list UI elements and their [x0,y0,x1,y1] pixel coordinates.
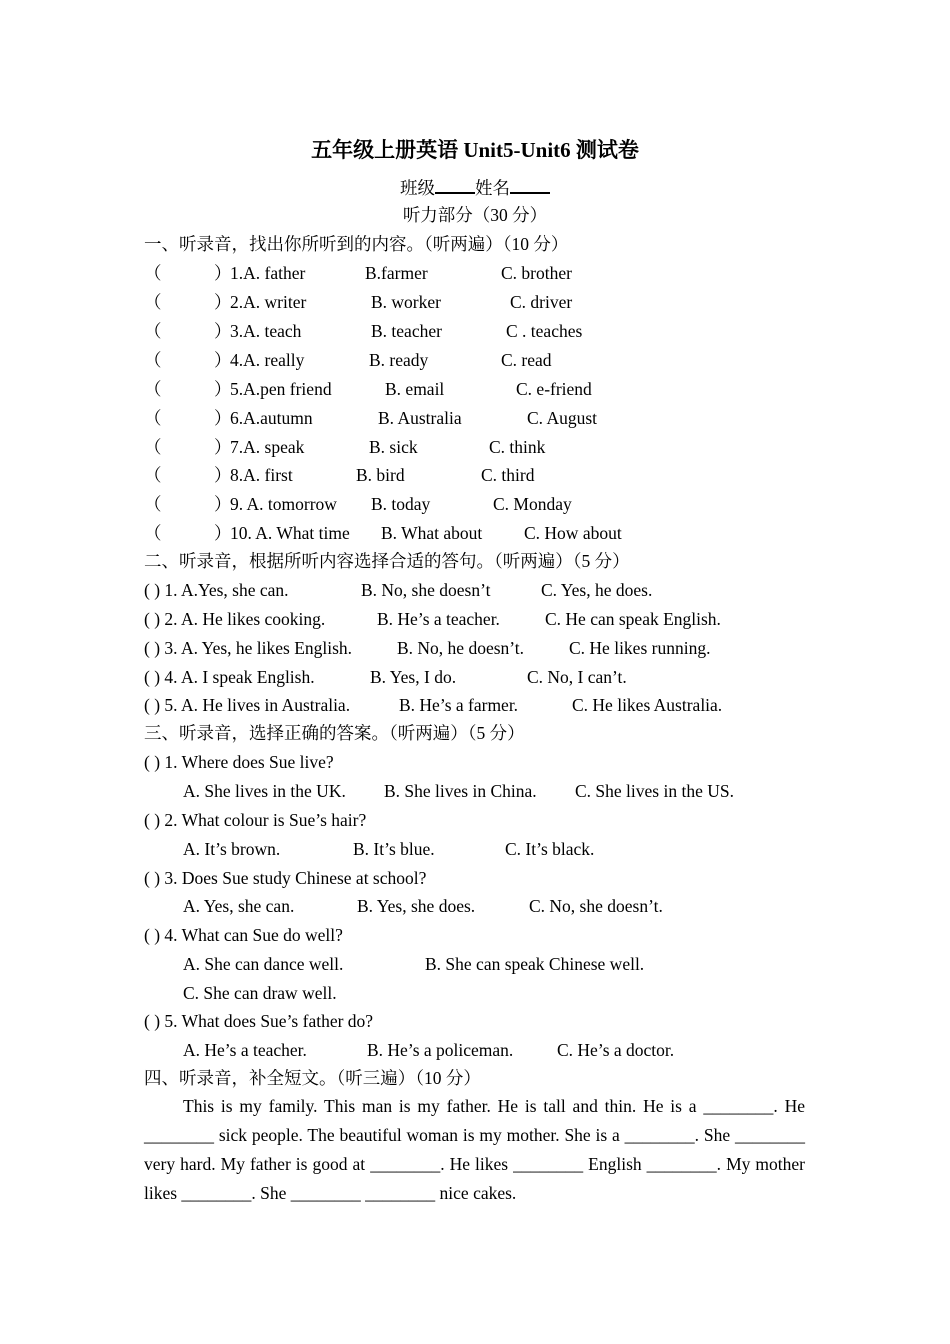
option-b: B. sick [369,437,418,457]
answer-paren[interactable]: （ ） [144,465,232,485]
option-a: 3.A. teach [230,321,302,341]
question: ( ) 3. Does Sue study Chinese at school? [144,868,427,888]
option-c: C. e-friend [516,379,592,399]
answer-paren[interactable]: （ ） [144,437,232,457]
answer-paren[interactable]: （ ） [144,494,232,514]
option-c: C. It’s black. [505,839,595,859]
option-b: B. He’s a policeman. [367,1040,514,1060]
answer-paren[interactable]: （ ） [144,408,232,428]
answer-paren[interactable]: （ ） [144,263,232,283]
option-a: A. Yes, she can. [183,896,295,916]
option-c: C . teaches [506,321,583,341]
option-b: B. teacher [371,321,442,341]
option-b: B. It’s blue. [353,839,435,859]
option-c: C. Monday [493,494,572,514]
question: ( ) 5. What does Sue’s father do? [144,1011,374,1031]
answer-paren[interactable]: （ ） [144,321,232,341]
class-label: 班级 [400,178,435,198]
question-option-a: ( ) 2. A. He likes cooking. [144,609,326,629]
option-b: B. He’s a farmer. [399,695,519,715]
option-c: C. Yes, he does. [541,580,653,600]
option-b: B. worker [371,292,441,312]
option-c: C. No, I can’t. [527,667,627,687]
option-a: A. She lives in the UK. [183,781,346,801]
option-b: B. No, she doesn’t [361,580,491,600]
question: ( ) 1. Where does Sue live? [144,752,334,772]
option-a: 8.A. first [230,465,293,485]
question-option-a: ( ) 5. A. He lives in Australia. [144,695,351,715]
option-a: 5.A.pen friend [230,379,332,399]
option-b: B.farmer [365,263,428,283]
question-option-a: ( ) 4. A. I speak English. [144,667,315,687]
listening-title: 听力部分（30 分） [402,205,548,225]
option-b: B. ready [369,350,429,370]
option-b: B. Yes, she does. [357,896,476,916]
option-c: C. driver [510,292,573,312]
option-b: B. email [385,379,445,399]
option-c: C. read [501,350,552,370]
option-b: B. No, he doesn’t. [397,638,525,658]
option-b: B. She lives in China. [384,781,537,801]
student-info [0,176,950,198]
option-a: 7.A. speak [230,437,305,457]
option-b: B. Australia [378,408,462,428]
option-c: C. He likes running. [569,638,711,658]
answer-paren[interactable]: （ ） [144,350,232,370]
option-c: C. No, she doesn’t. [529,896,663,916]
option-c: C. He likes Australia. [572,695,723,715]
question-option-a: ( ) 1. A.Yes, she can. [144,580,289,600]
option-a: A. She can dance well. [183,954,344,974]
answer-paren[interactable]: （ ） [144,379,232,399]
option-c: C. August [527,408,598,428]
class-blank[interactable] [435,176,475,194]
option-a: A. It’s brown. [183,839,281,859]
option-b: B. bird [356,465,405,485]
option-b: B. She can speak Chinese well. [425,954,645,974]
option-c: C. brother [501,263,572,283]
question-option-a: ( ) 3. A. Yes, he likes English. [144,638,353,658]
option-b: B. He’s a teacher. [377,609,500,629]
option-a: 10. A. What time [230,523,350,543]
option-c: C. third [481,465,535,485]
option-c: C. She can draw well. [183,983,337,1003]
option-a: 4.A. really [230,350,305,370]
option-a: 2.A. writer [230,292,307,312]
option-c: C. He can speak English. [545,609,721,629]
option-b: B. What about [381,523,483,543]
page-title: 五年级上册英语 Unit5-Unit6 测试卷 [311,138,639,162]
cloze-passage: This is my family. This man is my father. He is tall and thin. He is a ________. He ________ sick people. The beautiful woman is my mother. She is a ________. She ________ very hard. My father is good at ________. He likes ________ English ________. My mother likes ________. She ________ ________ nice cakes. [144,1096,805,1203]
option-a: 6.A.autumn [230,408,313,428]
section3-heading: 三、听录音，选择正确的答案。（听两遍）（5 分） [144,723,525,743]
option-b: B. today [371,494,431,514]
answer-paren[interactable]: （ ） [144,292,232,312]
option-a: A. He’s a teacher. [183,1040,307,1060]
answer-paren[interactable]: （ ） [144,523,232,543]
section2-heading: 二、听录音，根据所听内容选择合适的答句。（听两遍）（5 分） [144,551,630,571]
option-a: 9. A. tomorrow [230,494,337,514]
section4-heading: 四、听录音，补全短文。（听三遍）（10 分） [144,1068,481,1088]
question: ( ) 4. What can Sue do well? [144,925,343,945]
name-label: 姓名 [475,178,510,198]
question: ( ) 2. What colour is Sue’s hair? [144,810,367,830]
name-blank[interactable] [510,176,550,194]
option-c: C. She lives in the US. [575,781,734,801]
section1-heading: 一、听录音，找出你所听到的内容。（听两遍）（10 分） [144,234,569,254]
option-c: C. He’s a doctor. [557,1040,675,1060]
option-b: B. Yes, I do. [370,667,457,687]
option-c: C. think [489,437,546,457]
option-a: 1.A. father [230,263,306,283]
option-c: C. How about [524,523,622,543]
